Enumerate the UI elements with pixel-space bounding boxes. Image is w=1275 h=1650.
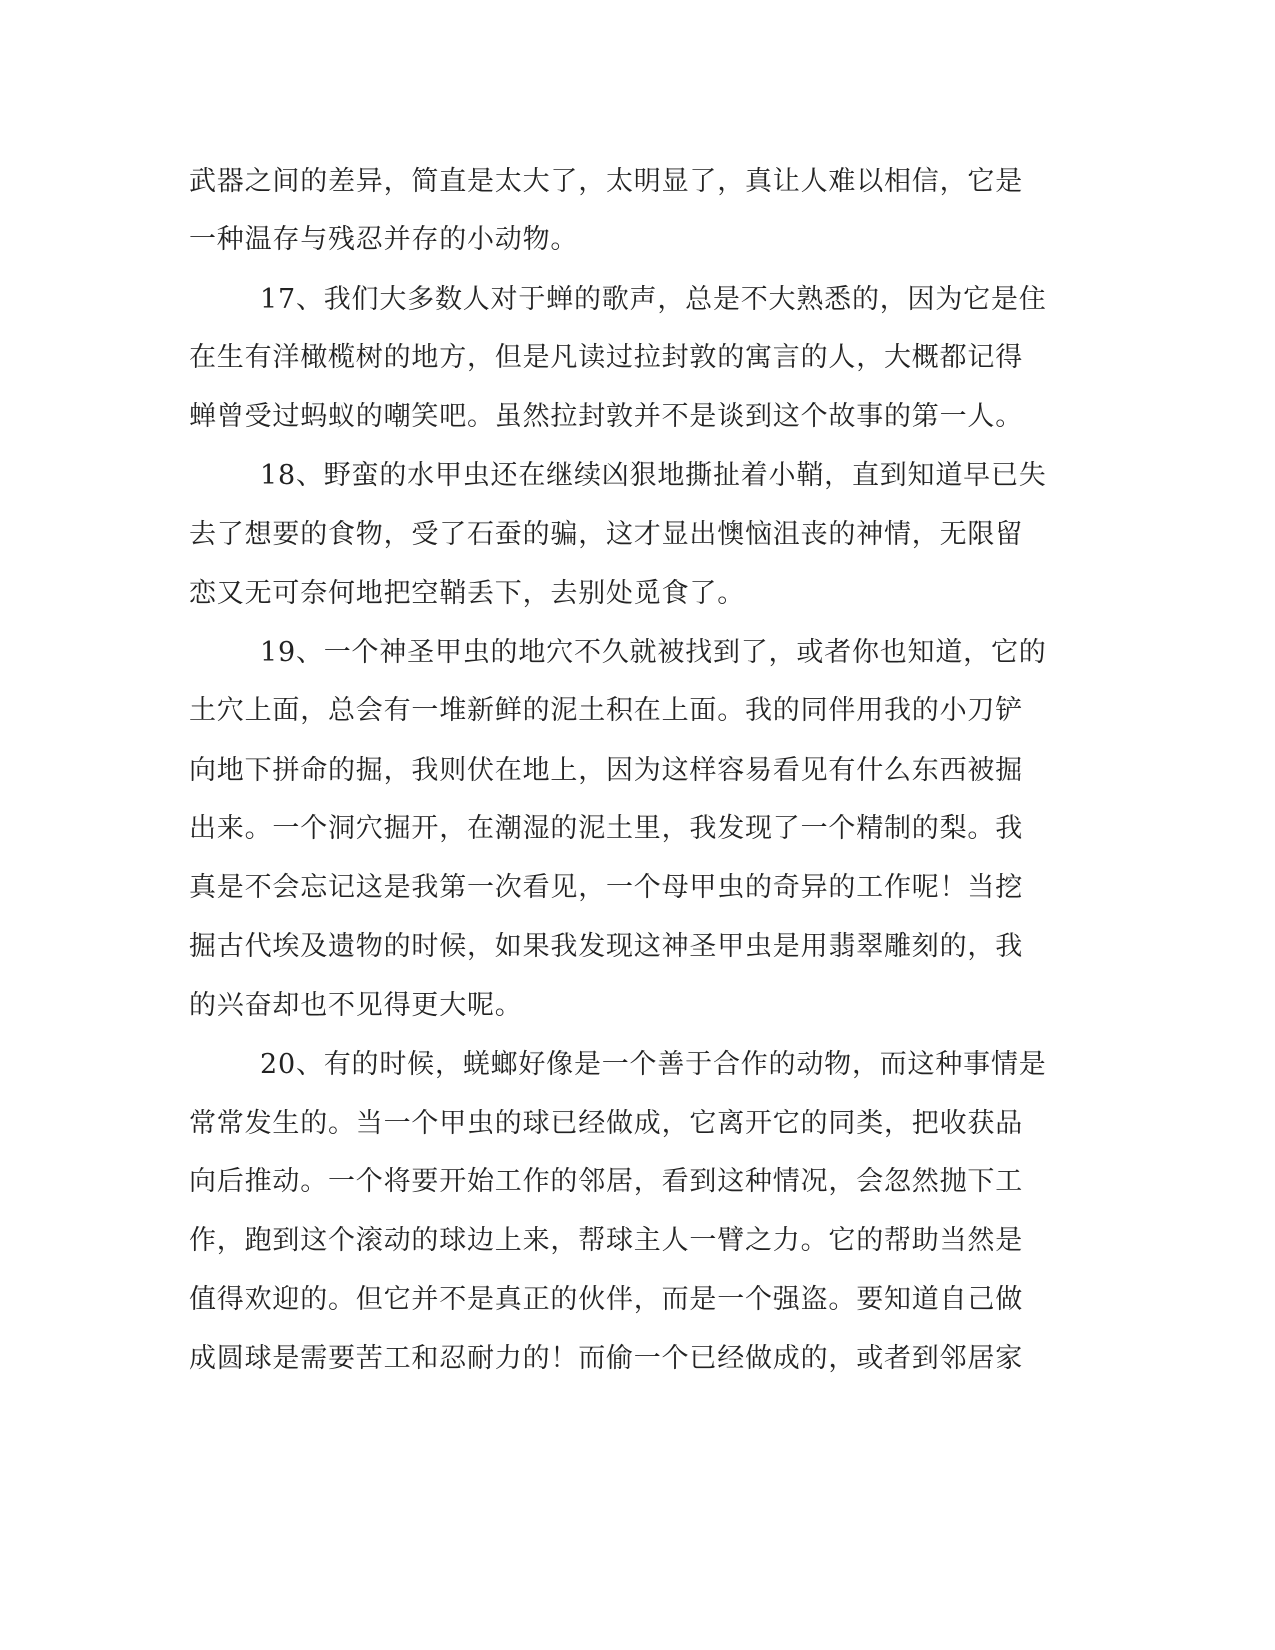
text-line: 成圆球是需要苦工和忍耐力的！而偷一个已经做成的，或者到邻居家 [189, 1343, 1023, 1374]
text-line: 掘古代埃及遗物的时候，如果我发现这神圣甲虫是用翡翠雕刻的，我 [189, 931, 1023, 962]
text-line: 的兴奋却也不见得更大呢。 [189, 990, 523, 1021]
text-line: 土穴上面，总会有一堆新鲜的泥土积在上面。我的同伴用我的小刀铲 [189, 695, 1023, 726]
paragraph-20-start: 20、有的时候，蜣螂好像是一个善于合作的动物，而这种事情是 [260, 1049, 1047, 1080]
text-line: 恋又无可奈何地把空鞘丢下，去别处觅食了。 [189, 578, 745, 609]
text-line: 出来。一个洞穴掘开，在潮湿的泥土里，我发现了一个精制的梨。我 [189, 813, 1023, 844]
paragraph-17-start: 17、我们大多数人对于蝉的歌声，总是不大熟悉的，因为它是住 [260, 284, 1047, 315]
text-line: 蝉曾受过蚂蚁的嘲笑吧。虽然拉封敦并不是谈到这个故事的第一人。 [189, 401, 1023, 432]
text-line: 在生有洋橄榄树的地方，但是凡读过拉封敦的寓言的人，大概都记得 [189, 342, 1023, 373]
text-line: 向地下拼命的掘，我则伏在地上，因为这样容易看见有什么东西被掘 [189, 755, 1023, 786]
text-line: 武器之间的差异，简直是太大了，太明显了，真让人难以相信，它是 [189, 166, 1023, 197]
text-line: 常常发生的。当一个甲虫的球已经做成，它离开它的同类，把收获品 [189, 1108, 1023, 1139]
text-line: 去了想要的食物，受了石蚕的骗，这才显出懊恼沮丧的神情，无限留 [189, 519, 1023, 550]
text-line: 真是不会忘记这是我第一次看见，一个母甲虫的奇异的工作呢！当挖 [189, 872, 1023, 903]
text-line: 值得欢迎的。但它并不是真正的伙伴，而是一个强盗。要知道自己做 [189, 1284, 1023, 1315]
text-line: 一种温存与残忍并存的小动物。 [189, 224, 579, 255]
text-line: 作，跑到这个滚动的球边上来，帮球主人一臂之力。它的帮助当然是 [189, 1225, 1023, 1256]
paragraph-18-start: 18、野蛮的水甲虫还在继续凶狠地撕扯着小鞘，直到知道早已失 [260, 460, 1047, 491]
paragraph-19-start: 19、一个神圣甲虫的地穴不久就被找到了，或者你也知道，它的 [260, 637, 1047, 668]
text-line: 向后推动。一个将要开始工作的邻居，看到这种情况，会忽然抛下工 [189, 1166, 1023, 1197]
